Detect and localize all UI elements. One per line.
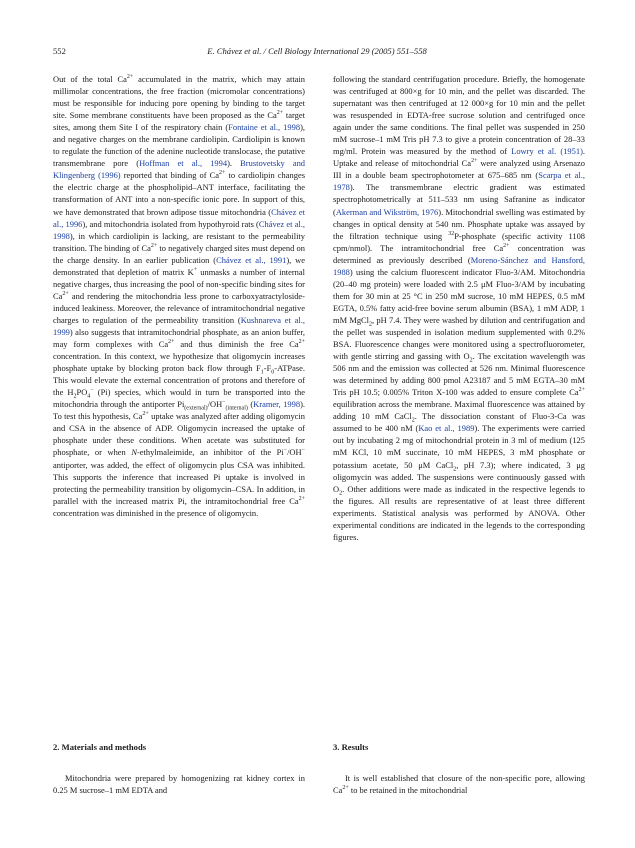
ref-link[interactable]: Lowry et al. (1951): [511, 146, 583, 157]
methods-start: [53, 772, 305, 796]
methods-paragraph: following the standard centrifugation procedure. Briefly, the homogenate was centrifuged at 800×g for 10 min, and the pellet was discarded. The supernatant was then centrifuged at 12 000×g for 10 min and the pellet was resuspended in EDTA-free sucrose solution and centrifuged once again under the same conditions. The final pellet was suspended in 250 mM sucrose–1 mM Tris pH 7.3 to give a protein concentration of 28–33 mg/ml. Protein was measured by the method of Lowry et al. (1951). Uptake and release of mitochondrial $Ca^{2+}$ were analyzed using Arsenazo III in a double beam spectrophotometer at 675–685 nm (Scarpa et al., 1978). The transmembrane electric gradient was estimated spectrophotometrically at 511–533 nm using Safranine as indicator (Akerman and Wikström, 1976). Mitochondrial swelling was estimated by changes in optical density at 540 nm. Phosphate uptake was assayed by the filtration technique using $^{32}$P-phosphate (specific activity 1108 cpm/nmol). The intramitochondrial free $Ca^{2+}$ concentration was determined as previously described (Moreno-Sánchez and Hansford, 1988) using the calcium fluorescent indicator Fluo-3/AM. Mitochondria (20–40 mg protein) were loaded with 2.5 μM Fluo-3/AM by incubating them for 30 min at 25 °C in 250 mM sucrose, 10 mM HEPES, 0.5 mM EGTA, 0.5% fatty acid-free bovine serum albumin (BSA), 1 mM ADP, 1 mM MgCl$_2$, pH 7.4. They were washed by dilution and centrifugation and the pellet was suspended in isolation medium supplemented with 0.2% BSA. Fluorescence changes were monitored using a spectrofluorometer, with gentle stirring and gassing with $O_2$. The excitation wavelength was 506 nm and the emission was collected at 526 nm. Minimal fluorescence was determined by adding 800 pmol A23187 and 5 mM EGTA–30 mM Tris pH 10.5; 0.005% Triton X-100 was added to ensure complete $Ca^{2+}$ equilibration across the membrane. Maximal fluorescence was attained by adding 10 mM CaCl$_2$. The dissociation constant of Fluo-3-Ca was assumed to be 400 nM (Kao et al., 1989). The experiments were carried out by incubating 2 mg of mitochondrial protein in 3 ml of medium (125 mM KCl, 10 mM succinate, 10 mM HEPES, 3 mM phosphate or potassium acetate, 50 μM CaCl$_2$, pH 7.3); where indicated, 3 μg oligomycin was added. The suspensions were continuously gassed with $O_2$. Other additions were made as indicated in the respective legends to the figures. All results are representative of at least three different experiments. Statistical analysis was performed by ANOVA. Other experimental conditions are indicated in the legends to the corresponding figures.: [333, 74, 586, 542]
ref-link[interactable]: Kramer, 1998: [253, 399, 301, 410]
right-column: [333, 73, 585, 543]
results-first-paragraph: It is well established that closure of the non-specific pore, allowing $Ca^{2+}$ to be retained in the mitochondrial: [333, 773, 585, 796]
section-heading-results: 3. Results: [333, 742, 369, 752]
ref-link[interactable]: Fontaine et al., 1998: [228, 122, 301, 133]
page-number: 552: [53, 46, 66, 56]
section-heading-methods: 2. Materials and methods: [53, 742, 147, 752]
journal-citation: E. Chávez et al. / Cell Biology International 29 (2005) 551–558: [207, 46, 427, 56]
intro-paragraph: Out of the total $Ca^{2+}$ accumulated in the matrix, which may attain millimolar concentrations, the free fraction (micromolar concentrations) must be responsible for inducing pore opening by binding to the target site. Some membrane constituents have been proposed as the $Ca^{2+}$ target sites, among them Site I of the respiratory chain (Fontaine et al., 1998), and negative charges on the membrane cardiolipin. Cardiolipin is known to regulate the function of the adenine nucleotide translocase, the putative transmembrane pore (Hoffman et al., 1994). Brustovetsky and Klingenberg (1996) reported that binding of $Ca^{2+}$ to cardiolipin changes the electric charge at the phospholipid–ANT interface, facilitating the transformation of ANT into a non-specific ionic pore. In support of this, we have demonstrated that brown adipose tissue mitochondria (Chávez et al., 1996), and mitochondria isolated from hypothyroid rats (Chávez et al., 1998), in which cardiolipin is lacking, are resistant to the permeability transition. The binding of $Ca^{2+}$ to negatively charged sites must depend on the charge density. In an earlier publication (Chávez et al., 1991), we demonstrated that depletion of matrix K+ unmasks a number of internal negative charges, thus increasing the pool of non-specific binding sites for $Ca^{2+}$ and rendering the mitochondria less prone to carboxyatractyloside-induced leakiness. Moreover, the relevance of intramitochondrial negative charges to regulation of the permeability transition (Kushnareva et al., 1999) also suggests that intramitochondrial phosphate, as an anion buffer, may form complexes with $Ca^{2+}$ and thus diminish the free $Ca^{2+}$ concentration. In this context, we hypothesize that oligomycin increases phosphate uptake by blocking proton back flow through $F_1-F_0$-ATPase. This would elevate the external concentration of protons and therefore of the $H_2PO_4^-$ (Pi) species, which would in turn be transported into the mitochondria through the antiporter $Pi_{(external)}/OH^-_{(internal)}$ (Kramer, 1998). To test this hypothesis, $Ca^{2+}$ uptake was analyzed after adding oligomycin and CSA in the absence of ADP. Oligomycin increased the uptake of phosphate under these conditions. When acetate was substituted for phosphate, or when N-ethylmaleimide, an inhibitor of the Pi−/OH− antiporter, was added, the effect of oligomycin plus CSA was inhibited. This supports the inference that increased Pi uptake is involved in protecting the permeability transition by oligomycin–CSA. In addition, in parallel with the increased matrix Pi, the intramitochondrial free $Ca^{2+}$ concentration was diminished in the presence of oligomycin.: [53, 74, 306, 518]
left-column: [53, 73, 305, 519]
ref-link[interactable]: Chávez et al., 1991: [216, 254, 287, 265]
ref-link[interactable]: Kao et al., 1989: [418, 423, 475, 434]
ref-link[interactable]: Moreno-Sánchez and Hansford, 1988: [333, 254, 585, 277]
ref-link[interactable]: Kushnareva et al., 1999: [53, 314, 305, 337]
running-head: [53, 46, 581, 60]
ref-link[interactable]: Brustovetsky and Klingenberg (1996): [53, 158, 306, 181]
methods-first-paragraph: Mitochondria were prepared by homogenizing rat kidney cortex in 0.25 M sucrose–1 mM EDTA and: [53, 773, 305, 796]
results-start: [333, 772, 585, 796]
ref-link[interactable]: Chávez et al., 1996: [53, 206, 306, 229]
ref-link[interactable]: Hoffman et al., 1994: [139, 158, 228, 169]
ref-link[interactable]: Scarpa et al., 1978: [333, 170, 585, 193]
ref-link[interactable]: Chávez et al., 1998: [53, 218, 305, 241]
ref-link[interactable]: Akerman and Wikström, 1976: [335, 206, 439, 217]
